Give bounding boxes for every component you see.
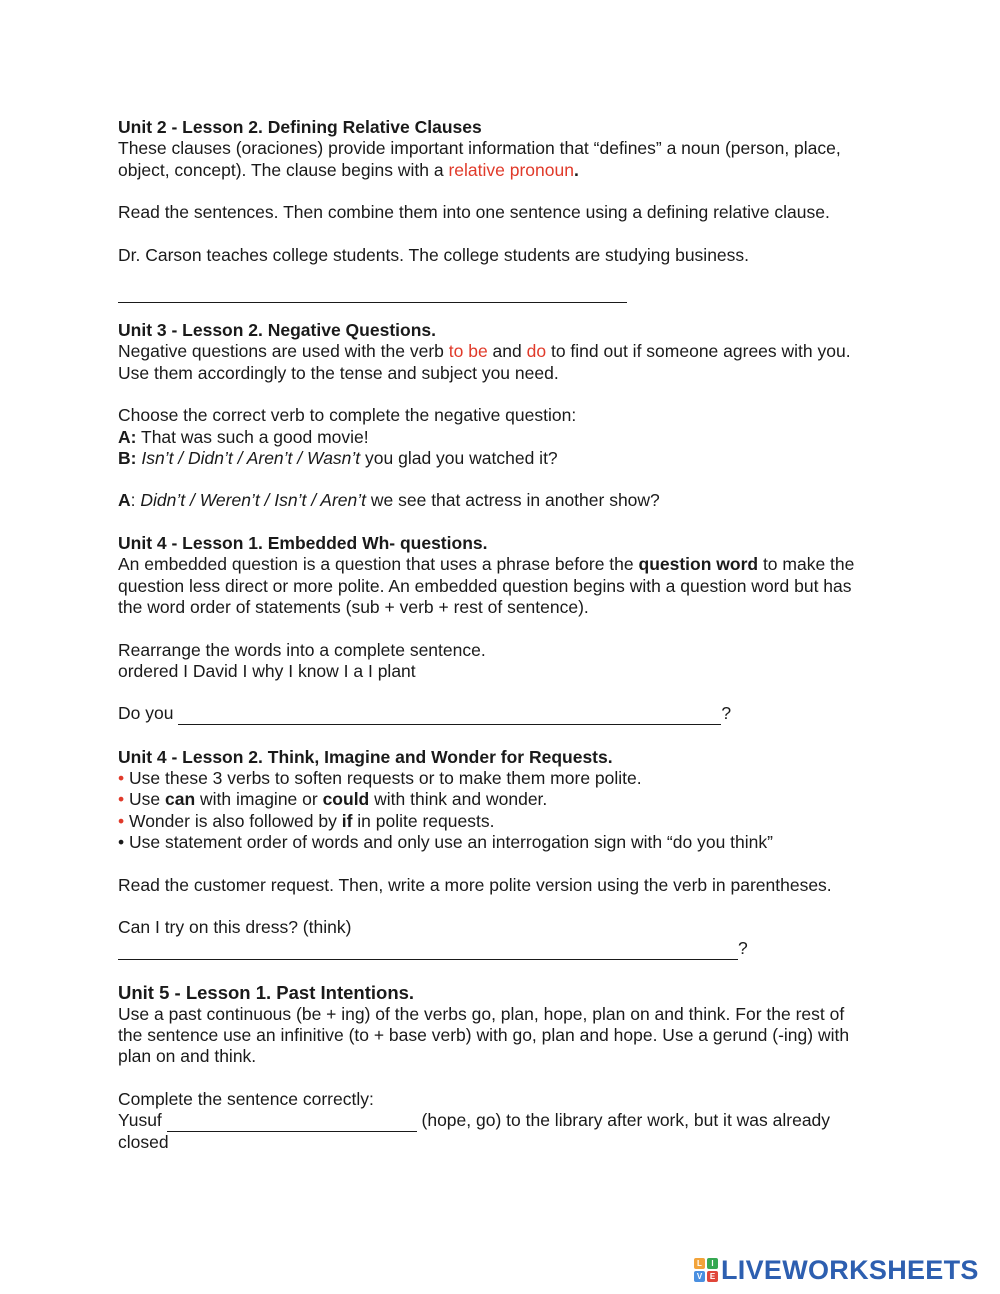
bullet-dot: • [118,789,125,810]
unit-4-lesson-1-title: Unit 4 - Lesson 1. Embedded Wh- questions. [118,533,488,554]
bullet-item-2 [118,789,898,810]
dialogue-text: That was such a good movie! [136,426,369,447]
sentence-subject: Yusuf [118,1110,167,1131]
unit-3-text: Negative questions are used with the verb [118,341,449,362]
unit-4-lesson-1-section [118,533,898,747]
unit-2-paragraph-line-1: These clauses (oraciones) provide important information that “defines” a noun (person, place, [118,138,841,159]
dialogue-text: we see that actress in another show? [366,490,660,511]
unit-4-l1-paragraph-line-3: the word order of statements (sub + verb + rest of sentence). [118,596,589,617]
unit-3-paragraph-line-2: Use them accordingly to the tense and subject you need. [118,362,559,383]
unit-5-paragraph-line-2: the sentence use an infinitive (to + base verb) with go, plan and hope. Use a gerund (-ing) with [118,1024,850,1045]
question-word-bold: question word [638,554,759,575]
speaker-a-label: A: [118,426,137,447]
sentence-rest: (hope, go) to the library after work, but it was already [416,1110,831,1131]
unit-2-section [118,117,898,320]
bullet-text: with think and wonder. [369,789,548,810]
unit-2-text: object, concept). The clause begins with a [118,159,449,180]
bullet-text: with imagine or [195,789,323,810]
unit-2-paragraph-line-2 [118,160,898,181]
question-mark: ? [721,703,732,724]
unit-4-l1-instruction: Rearrange the words into a complete sentence. [118,639,486,660]
logo-tile: L [694,1258,705,1269]
logo-tile: I [707,1258,718,1269]
unit-2-sentence: Dr. Carson teaches college students. The college students are studying business. [118,244,750,265]
unit-2-period: . [573,159,579,180]
unit-3-instruction: Choose the correct verb to complete the negative question: [118,405,577,426]
bullet-dot: • [118,810,125,831]
scrambled-words: ordered I David I why I know I a I plant [118,660,416,681]
unit-2-title: Unit 2 - Lesson 2. Defining Relative Clauses [118,117,482,137]
bullet-text: Use these 3 verbs to soften requests or to make them more polite. [124,768,642,789]
unit-3-paragraph-line-1 [118,341,898,362]
do-highlight: do [526,341,547,362]
unit-3-title: Unit 3 - Lesson 2. Negative Questions. [118,320,436,341]
unit-4-l2-answer-input[interactable] [118,941,738,960]
liveworksheets-logo [694,1256,979,1284]
relative-pronoun-highlight: relative pronoun [448,159,574,180]
verb-options-2[interactable]: Didn’t / Weren’t / Isn’t / Aren’t [140,490,367,511]
to-be-highlight: to be [448,341,488,362]
unit-5-sentence-row [118,1110,898,1132]
unit-5-paragraph-line-1: Use a past continuous (be + ing) of the verbs go, plan, hope, plan on and think. For the rest of [118,1003,845,1024]
unit-2-answer-input[interactable] [118,284,627,303]
unit-3-text: to find out if someone agrees with you. [546,341,851,362]
bullet-item-1 [118,768,898,789]
bullet-text: Wonder is also followed by [124,810,342,831]
unit-5-title: Unit 5 - Lesson 1. Past Intentions. [118,981,415,1003]
polite-request-answer-row [118,938,898,960]
unit-5-sentence-end: closed [118,1132,169,1153]
logo-mark-icon [694,1258,718,1282]
speaker-b-label: B: [118,447,137,468]
bullet-text: in polite requests. [352,810,495,831]
unit-3-text: and [487,341,527,362]
unit-4-l2-instruction: Read the customer request. Then, write a more polite version using the verb in parentheses. [118,874,832,895]
worksheet [118,117,898,1153]
unit-4-l1-paragraph-line-1 [118,554,898,575]
dialogue-line-a2 [118,490,898,511]
unit-2-instruction: Read the sentences. Then combine them into one sentence using a defining relative clause. [118,202,830,223]
dialogue-line-b1 [118,448,898,469]
if-bold: if [341,810,353,831]
logo-wordmark: LIVEWORKSHEETS [721,1254,979,1285]
could-bold: could [322,789,370,810]
unit-4-l1-text: An embedded question is a question that uses a phrase before the [118,554,639,575]
unit-3-section [118,320,898,533]
verb-options-1[interactable]: Isn’t / Didn’t / Aren’t / Wasn’t [136,447,361,468]
embedded-question-answer-row [118,703,898,725]
bullet-item-3 [118,811,898,832]
can-bold: can [165,789,196,810]
bullet-dot: • [118,831,125,852]
bullet-item-4 [118,832,898,853]
bullet-dot: • [118,768,125,789]
logo-tile: V [694,1271,705,1282]
unit-5-answer-input[interactable] [167,1113,417,1132]
unit-4-l1-answer-input[interactable] [178,706,721,725]
dialogue-line-a1 [118,427,898,448]
unit-4-l1-text: to make the [758,554,855,575]
dialogue-colon: : [130,490,141,511]
bullet-text: Use [124,789,165,810]
unit-4-lesson-2-section [118,747,898,982]
speaker-a-label: A [118,490,131,511]
dialogue-text: you glad you watched it? [360,447,558,468]
unit-5-paragraph-line-3: plan on and think. [118,1046,257,1067]
unit-4-l1-paragraph-line-2: question less direct or more polite. An embedded question begins with a question word but has [118,575,852,596]
unit-5-section [118,982,898,1154]
customer-request: Can I try on this dress? (think) [118,917,352,938]
bullet-text: Use statement order of words and only use an interrogation sign with “do you think” [124,831,773,852]
unit-4-lesson-2-title: Unit 4 - Lesson 2. Think, Imagine and Wonder for Requests. [118,746,613,767]
unit-5-instruction: Complete the sentence correctly: [118,1088,374,1109]
question-mark: ? [738,938,748,959]
logo-tile: E [707,1271,718,1282]
answer-prefix: Do you [118,703,179,724]
